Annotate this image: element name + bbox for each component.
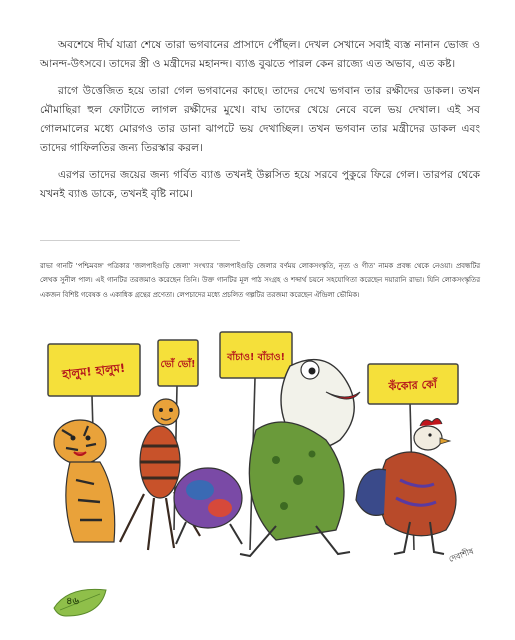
artist-signature: দেবাশীষ <box>447 546 475 564</box>
frog-figure <box>240 360 360 556</box>
footnote-divider <box>40 240 240 241</box>
protest-illustration <box>40 330 480 570</box>
story-text <box>40 36 480 212</box>
sign-bho-text: ভোঁ ভোঁ! <box>160 359 196 370</box>
beetle-figure <box>174 468 242 544</box>
sign-bachao <box>220 332 292 378</box>
footnote: রাভা গানটি 'পশ্চিমবঙ্গ' পত্রিকার 'জলপাইগুড়ি জেলা' সংখ্যার 'জলপাইগুড়ি জেলার বর্ণময় লোকসংস্কৃতি, নৃত্য ও গীত' নামক প্রবন্ধ থেকে নেওয়া। প্রবন্ধটির লেখক সুনীল পাল। এই গানটির তরজমাও করেছেন তিনি। উক্ত গানটির মূল পাঠ সংগ্রহ ও শব্দার্থ চয়নে সহযোগিতা করেছেন দয়ারানি রাভা। যিনি লোকসংস্কৃতির একজন বিশিষ্ট গবেষক ও একাধিক গ্রন্থের প্রণেতা। লেপচাদের মধ্যে প্রচলিত গল্পটির তরজমা করেছেন ঐন্দ্রিলা ভৌমিক। <box>40 261 480 299</box>
tiger-figure <box>54 420 115 542</box>
story-paragraph-1: অবশেষে দীর্ঘ যাত্রা শেষে তারা ভগবানের প্রাসাদে পৌঁছল। দেখল সেখানে সবাই ব্যস্ত নানান ভোজ ও আনন্দ-উৎসবে। তাদের স্ত্রী ও মন্ত্রীদের মহানন্দ। ব্যাঙ বুঝতে পারল কেন রাজ্যে এত অভাব, এত কষ্ট। <box>40 39 480 70</box>
page-number: ৪৬ <box>66 596 79 607</box>
story-paragraph-2: রাগে উত্তেজিত হয়ে তারা গেল ভগবানের কাছে। তাদের দেখে ভগবান তার রক্ষীদের ডাকল। তখন মৌমাছিরা হুল ফোটাতে লাগল রক্ষীদের মুখে। বাঘ তাদের খেয়ে নেবে বলে ভয় দেখাল। এই সব গোলমালের মধ্যে মোরগও তার ডানা ঝাপটে ভয় দেখাচ্ছিল। তখন ভগবান তার মন্ত্রীদের ডাকল এবং তাদের গাফিলতির জন্য তিরস্কার করল। <box>40 85 480 154</box>
rooster-figure <box>356 418 456 554</box>
sign-kokor-text: কঁকোর কোঁ <box>388 377 438 394</box>
sign-bachao-text: বাঁচাও! বাঁচাও! <box>227 352 285 363</box>
story-paragraph-3: এরপর তাদের জয়ের জন্য গর্বিত ব্যাঙ তখনই উল্লসিত হয়ে সরবে পুকুরে ফিরে গেল। তারপর থেকে যখনই ব্যাঙ ডাকে, তখনই বৃষ্টি নামে। <box>40 169 480 200</box>
leaf-icon <box>52 586 112 620</box>
sign-halum-text: হালুম! হালুম! <box>61 360 126 382</box>
sign-bho <box>158 340 198 386</box>
sign-halum <box>48 344 140 396</box>
sign-kokor <box>368 364 458 404</box>
